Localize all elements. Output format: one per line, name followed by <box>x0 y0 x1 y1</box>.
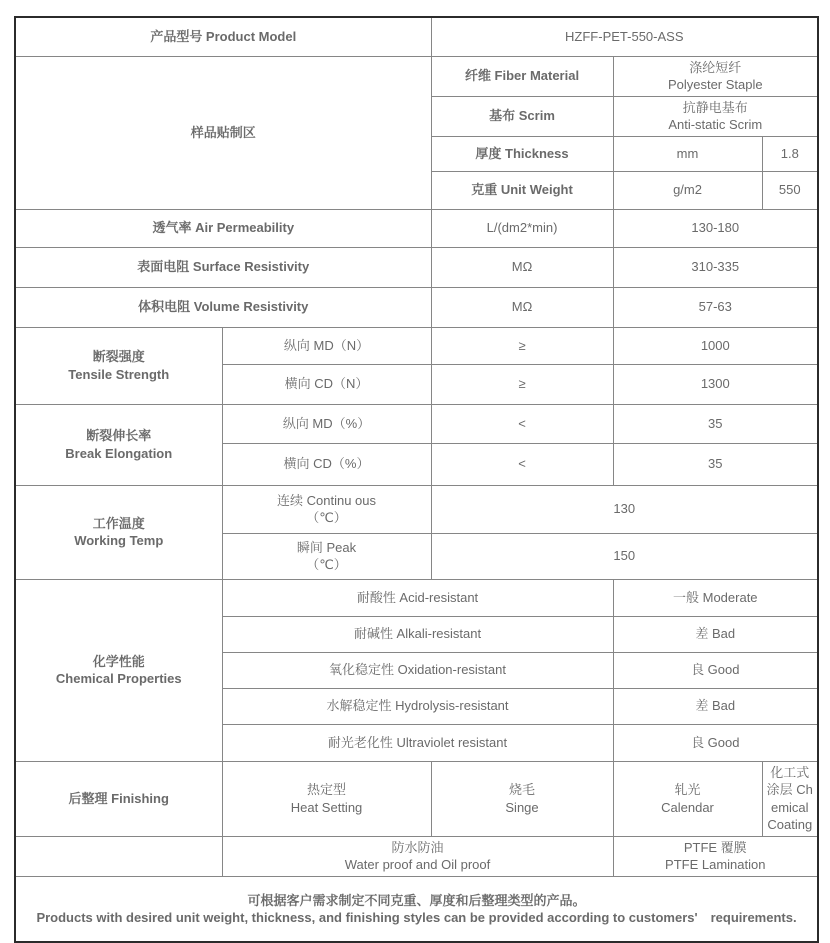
footer-note-row <box>15 876 818 942</box>
finishing-singe-zh: 烧毛 <box>509 782 536 798</box>
unit-weight-label: 克重 Unit Weight <box>431 171 613 209</box>
fiber-label: 纤维 Fiber Material <box>431 56 613 96</box>
tensile-strength-label <box>15 327 222 404</box>
working-temp-continuous-label-line1: 连续 Continu ous <box>277 492 376 508</box>
chemical-hydrolysis-value: 差 Bad <box>613 688 818 724</box>
tensile-cd-value: 1300 <box>613 364 818 404</box>
scrim-label: 基布 Scrim <box>431 96 613 136</box>
elongation-md-value: 35 <box>613 404 818 443</box>
surface-resistivity-row <box>15 247 818 287</box>
footer-note-zh: 可根据客户需求制定不同克重、厚度和后整理类型的产品。 <box>247 892 586 908</box>
product-spec-table <box>14 16 819 943</box>
tensile-strength-label-en: Tensile Strength <box>68 366 170 382</box>
working-temp-peak-label-line1: 瞬间 Peak <box>296 539 357 555</box>
elongation-md-label: 纵向 MD（%） <box>222 404 431 443</box>
thickness-label: 厚度 Thickness <box>431 136 613 171</box>
finishing-ptfe <box>613 836 818 876</box>
product-model-row <box>15 17 818 56</box>
scrim-value-en: Anti-static Scrim <box>668 117 763 133</box>
elongation-cd-label: 横向 CD（%） <box>222 443 431 485</box>
chemical-oxidation-value: 良 Good <box>613 652 818 688</box>
working-temp-continuous-row <box>15 485 818 533</box>
surface-resistivity-value: 310-335 <box>613 247 818 287</box>
volume-resistivity-value: 57-63 <box>613 287 818 327</box>
finishing-waterproof-zh: 防水防油 <box>391 839 444 855</box>
finishing-singe <box>431 761 613 836</box>
finishing-ptfe-en: PTFE Lamination <box>665 857 766 873</box>
tensile-cd-label: 横向 CD（N） <box>222 364 431 404</box>
chemical-acid-label: 耐酸性 Acid-resistant <box>222 579 613 616</box>
scrim-value-zh: 抗静电基布 <box>682 99 748 115</box>
finishing-heat-setting-en: Heat Setting <box>290 799 363 815</box>
finishing-ptfe-zh: PTFE 覆膜 <box>683 839 747 855</box>
footer-note-en: Products with desired unit weight, thickness, and finishing styles can be provided according to customers' requirements. <box>36 910 797 926</box>
fiber-value <box>613 56 818 96</box>
thickness-value: 1.8 <box>762 136 818 171</box>
chemical-acid-row <box>15 579 818 616</box>
sample-area-label: 样品贴制区 <box>15 56 431 209</box>
working-temp-peak-label-line2: （℃） <box>306 557 347 573</box>
chemical-acid-value: 一般 Moderate <box>613 579 818 616</box>
finishing-heat-setting <box>222 761 431 836</box>
working-temp-peak-label <box>222 533 431 579</box>
chemical-ultraviolet-value: 良 Good <box>613 724 818 761</box>
finishing-row <box>15 761 818 836</box>
finishing-calendar-zh: 轧光 <box>674 782 701 798</box>
air-permeability-label: 透气率 Air Permeability <box>15 209 431 247</box>
finishing-calendar <box>613 761 762 836</box>
footer-note <box>15 876 818 942</box>
chemical-ultraviolet-label: 耐光老化性 Ultraviolet resistant <box>222 724 613 761</box>
surface-resistivity-label: 表面电阻 Surface Resistivity <box>15 247 431 287</box>
chemical-hydrolysis-label: 水解稳定性 Hydrolysis-resistant <box>222 688 613 724</box>
chemical-properties-label-en: Chemical Properties <box>55 671 182 687</box>
elongation-md-operator: < <box>431 404 613 443</box>
working-temp-continuous-label <box>222 485 431 533</box>
product-model-label: 产品型号 Product Model <box>15 17 431 56</box>
volume-resistivity-label: 体积电阻 Volume Resistivity <box>15 287 431 327</box>
volume-resistivity-unit: MΩ <box>431 287 613 327</box>
unit-weight-unit: g/m2 <box>613 171 762 209</box>
chemical-alkali-label: 耐碱性 Alkali-resistant <box>222 616 613 652</box>
finishing-row-2 <box>15 836 818 876</box>
finishing-waterproof-en: Water proof and Oil proof <box>344 857 491 873</box>
finishing-heat-setting-zh: 热定型 <box>307 782 347 798</box>
working-temp-peak-value: 150 <box>431 533 818 579</box>
tensile-md-label: 纵向 MD（N） <box>222 327 431 364</box>
elongation-cd-value: 35 <box>613 443 818 485</box>
fiber-value-en: Polyester Staple <box>667 77 763 93</box>
tensile-md-value: 1000 <box>613 327 818 364</box>
air-permeability-unit: L/(dm2*min) <box>431 209 613 247</box>
working-temp-continuous-label-line2: （℃） <box>306 510 347 526</box>
elongation-md-row <box>15 404 818 443</box>
finishing-empty-cell <box>15 836 222 876</box>
working-temp-label-en: Working Temp <box>74 533 164 549</box>
air-permeability-value: 130-180 <box>613 209 818 247</box>
air-permeability-row <box>15 209 818 247</box>
chemical-properties-label <box>15 579 222 761</box>
finishing-chemical-coating: 化工式涂层 Chemical Coating <box>762 761 818 836</box>
surface-resistivity-unit: MΩ <box>431 247 613 287</box>
finishing-calendar-en: Calendar <box>661 799 714 815</box>
product-model-value: HZFF-PET-550-ASS <box>431 17 818 56</box>
finishing-singe-en: Singe <box>505 799 539 815</box>
tensile-strength-label-zh: 断裂强度 <box>92 349 145 365</box>
chemical-properties-label-zh: 化学性能 <box>92 653 145 669</box>
working-temp-label-zh: 工作温度 <box>92 515 145 531</box>
fiber-value-zh: 涤纶短纤 <box>689 59 742 75</box>
break-elongation-label-en: Break Elongation <box>65 445 173 461</box>
working-temp-continuous-value: 130 <box>431 485 818 533</box>
break-elongation-label-zh: 断裂伸长率 <box>86 428 152 444</box>
elongation-cd-operator: < <box>431 443 613 485</box>
working-temp-label <box>15 485 222 579</box>
chemical-oxidation-label: 氧化稳定性 Oxidation-resistant <box>222 652 613 688</box>
unit-weight-value: 550 <box>762 171 818 209</box>
chemical-alkali-value: 差 Bad <box>613 616 818 652</box>
thickness-unit: mm <box>613 136 762 171</box>
volume-resistivity-row <box>15 287 818 327</box>
tensile-cd-operator: ≥ <box>431 364 613 404</box>
scrim-value <box>613 96 818 136</box>
finishing-label: 后整理 Finishing <box>15 761 222 836</box>
fiber-row <box>15 56 818 96</box>
tensile-md-row <box>15 327 818 364</box>
break-elongation-label <box>15 404 222 485</box>
tensile-md-operator: ≥ <box>431 327 613 364</box>
finishing-waterproof <box>222 836 613 876</box>
